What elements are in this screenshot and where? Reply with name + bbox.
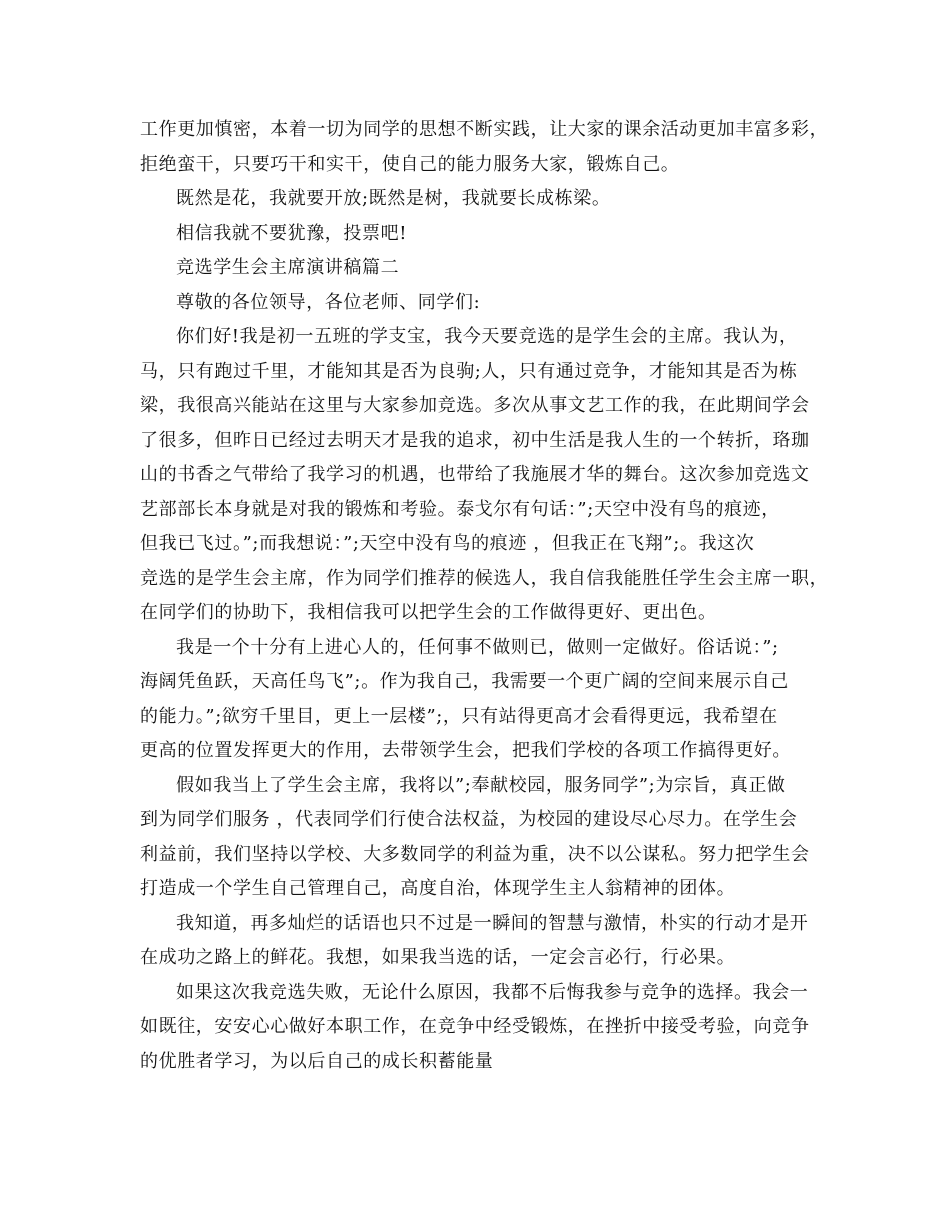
text-line: 你们好!我是初一五班的学支宝，我今天要竞选的是学生会的主席。我认为，: [176, 326, 798, 347]
section-heading: 竞选学生会主席演讲稿篇二: [176, 257, 400, 278]
text-line: 艺部部长本身就是对我的锻炼和考验。泰戈尔有句话：”;天空中没有鸟的痕迹，: [140, 499, 780, 520]
text-line: 山的书香之气带给了我学习的机遇，也带给了我施展才华的舞台。这次参加竞选文: [140, 464, 810, 485]
text-line: 尊敬的各位领导，各位老师、同学们:: [176, 292, 481, 313]
text-line: 到为同学们服务 ，代表同学们行使合法权益，为校园的建设尽心尽力。在学生会: [140, 809, 798, 830]
text-line: 工作更加慎密，本着一切为同学的思想不断实践，让大家的课余活动更加丰富多彩，: [140, 119, 829, 140]
text-line: 竞选的是学生会主席，作为同学们推荐的候选人，我自信我能胜任学生会主席一职，: [140, 568, 829, 589]
text-line: 在成功之路上的鲜花。我想，如果我当选的话，一定会言必行，行必果。: [140, 947, 736, 968]
text-line: 既然是花，我就要开放;既然是树，我就要长成栋梁。: [176, 188, 611, 209]
text-line: 梁，我很高兴能站在这里与大家参加竞选。多次从事文艺工作的我，在此期间学会: [140, 395, 810, 416]
text-line: 拒绝蛮干，只要巧干和实干，使自己的能力服务大家，锻炼自己。: [140, 154, 680, 175]
text-line: 的优胜者学习，为以后自己的成长积蓄能量: [140, 1051, 494, 1072]
text-line: 海阔凭鱼跃，天高任鸟飞”;。作为我自己，我需要一个更广阔的空间来展示自己: [140, 671, 789, 692]
text-line: 利益前，我们坚持以学校、大多数同学的利益为重，决不以公谋私。努力把学生会: [140, 844, 810, 865]
text-line: 如既往，安安心心做好本职工作，在竞争中经受锻炼，在挫折中接受考验，向竞争: [140, 1016, 810, 1037]
text-line: 但我已飞过。”;而我想说：”;天空中没有鸟的痕迹 ，但我正在飞翔”;。我这次: [140, 533, 755, 554]
text-line: 如果这次我竞选失败，无论什么原因，我都不后悔我参与竞争的选择。我会一: [176, 982, 809, 1003]
text-line: 更高的位置发挥更大的作用，去带领学生会，把我们学校的各项工作搞得更好。: [140, 740, 791, 761]
text-line: 我是一个十分有上进心人的，任何事不做则已，做则一定做好。俗话说：”;: [176, 637, 779, 658]
text-line: 了很多，但昨日已经过去明天才是我的追求，初中生活是我人生的一个转折，珞珈: [140, 430, 810, 451]
text-line: 的能力。”;欲穷千里目，更上一层楼”;，只有站得更高才会看得更远，我希望在: [140, 706, 778, 727]
text-line: 我知道，再多灿烂的话语也只不过是一瞬间的智慧与激情，朴实的行动才是开: [176, 913, 809, 934]
text-line: 打造成一个学生自己管理自己，高度自治，体现学生主人翁精神的团体。: [140, 878, 736, 899]
text-line: 假如我当上了学生会主席，我将以”;奉献校园，服务同学”;为宗旨，真正做: [176, 775, 786, 796]
text-line: 相信我就不要犹豫，投票吧!: [176, 223, 408, 244]
text-line: 在同学们的协助下，我相信我可以把学生会的工作做得更好、更出色。: [140, 602, 717, 623]
text-line: 马，只有跑过千里，才能知其是否为良驹;人，只有通过竞争，才能知其是否为栋: [140, 361, 798, 382]
